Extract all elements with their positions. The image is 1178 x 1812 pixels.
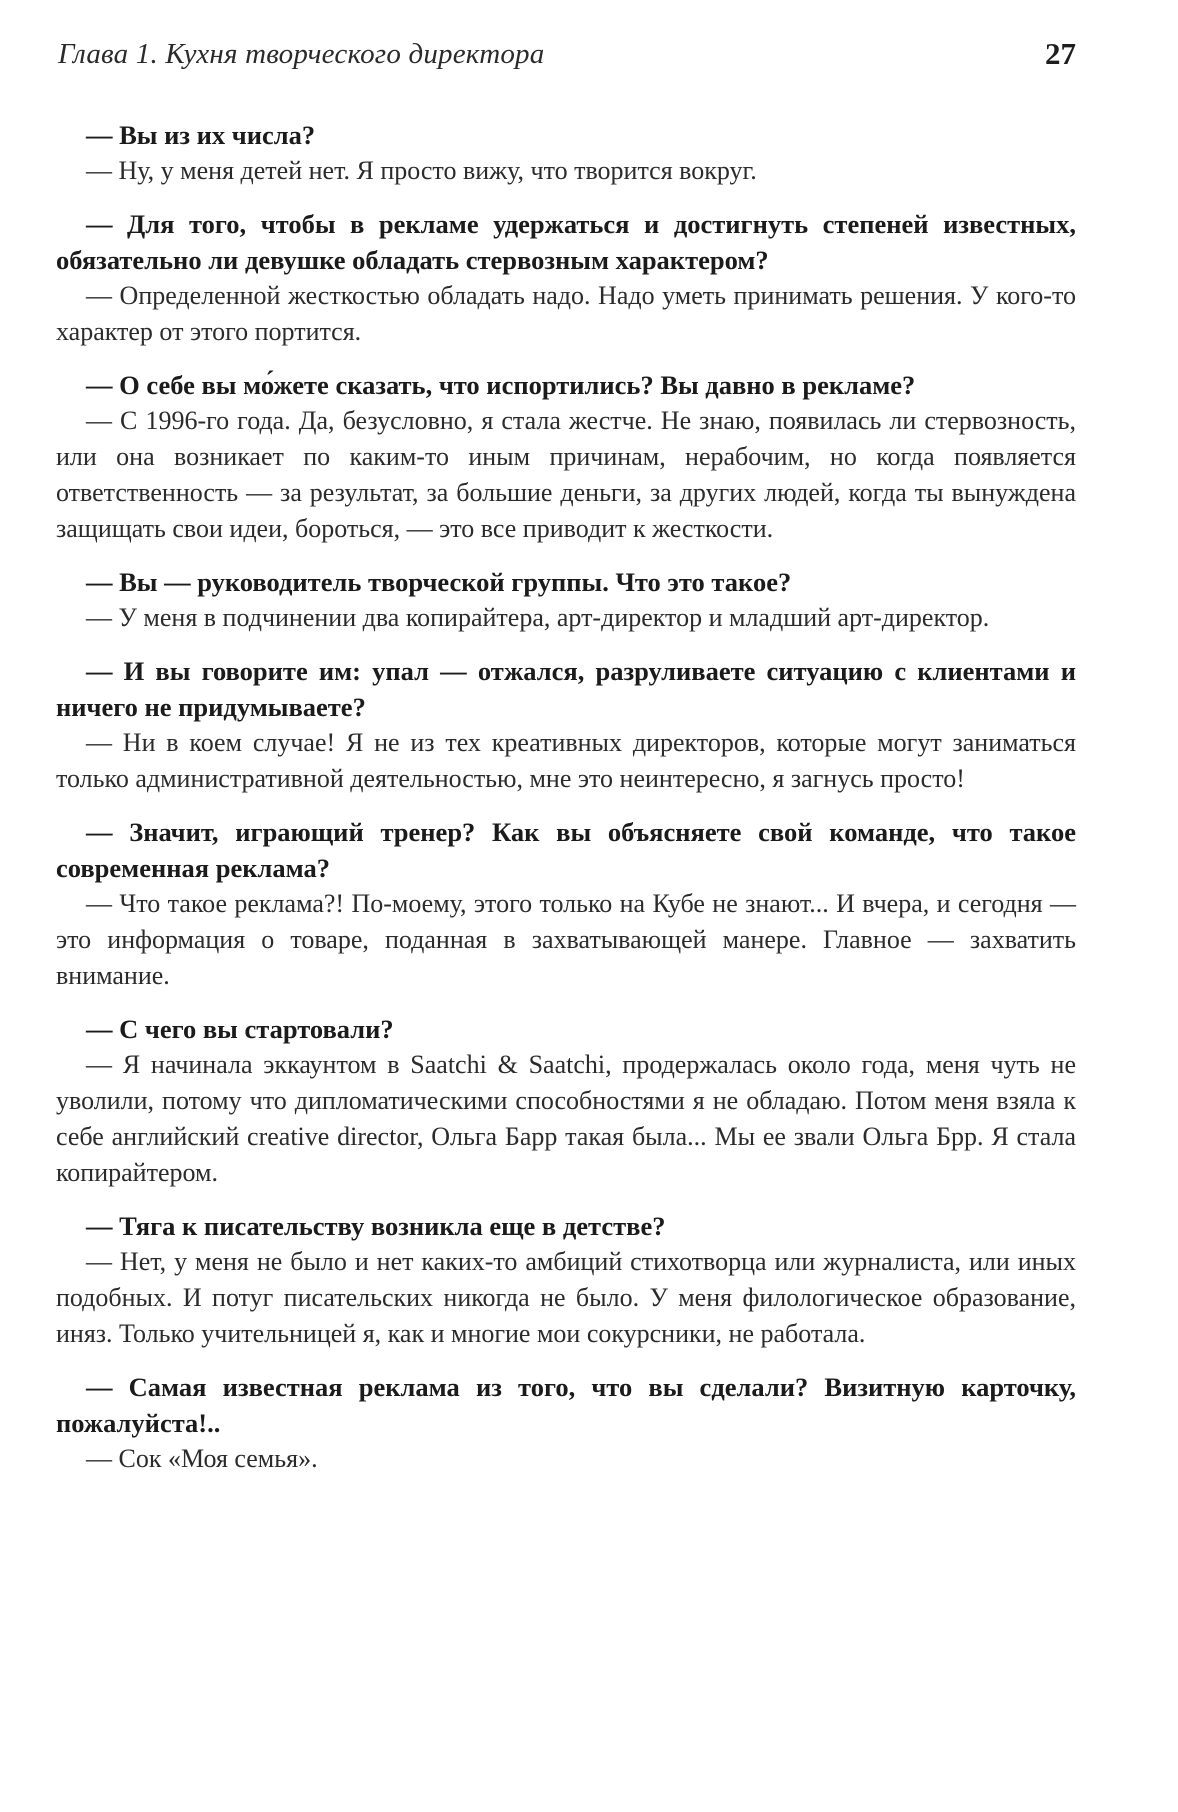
answer: — Ни в коем случае! Я не из тех креативных директоров, которые могут заниматься только административной деятельностью, мне это неинтересно, я загнусь просто! [56, 728, 1076, 793]
question: — С чего вы стартовали? [86, 1014, 394, 1044]
qa-block [56, 367, 1076, 547]
question: — Тяга к писательству возникла еще в детстве? [86, 1211, 666, 1241]
answer: — Я начинала эккаунтом в Saatchi & Saatchi, продержалась около года, меня чуть не уволили, потому что дипломатическими способностями я не обладаю. Потом меня взяла к себе английский creative director, Ольга Барр такая была... Мы ее звали Ольга Брр. Я стала копирайтером. [56, 1050, 1076, 1187]
answer: — Что такое реклама?! По-моему, этого только на Кубе не знают... И вчера, и сегодня — это информация о товаре, поданная в захватывающей манере. Главное — захватить внимание. [56, 889, 1076, 990]
question: — Вы из их числа? [86, 120, 316, 150]
qa-block [56, 206, 1076, 350]
question: — Значит, играющий тренер? Как вы объясняете свой команде, что такое современная реклама? [56, 817, 1076, 883]
qa-block [56, 1011, 1076, 1191]
qa-block [56, 1369, 1076, 1477]
answer: — Определенной жесткостью обладать надо. Надо уметь принимать решения. У кого-то характер от этого портится. [56, 281, 1076, 346]
qa-block [56, 1208, 1076, 1352]
answer: — Ну, у меня детей нет. Я просто вижу, что творится вокруг. [86, 156, 757, 185]
qa-block [56, 117, 1076, 189]
answer: — У меня в подчинении два копирайтера, арт-директор и младший арт-директор. [86, 603, 990, 632]
qa-block [56, 814, 1076, 994]
question: — О себе вы мо́жете сказать, что испортились? Вы давно в рекламе? [86, 370, 916, 400]
question: — И вы говорите им: упал — отжался, разруливаете ситуацию с клиентами и ничего не придумываете? [56, 656, 1076, 722]
page-number: 27 [1045, 36, 1076, 71]
answer: — Нет, у меня не было и нет каких-то амбиций стихотворца или журналиста, или иных подобных. И потуг писательских никогда не было. У меня филологическое образование, иняз. Только учительницей я, как и многие мои сокурсники, не работала. [56, 1247, 1076, 1348]
running-head: Глава 1. Кухня творческого директора [58, 38, 545, 70]
qa-block [56, 653, 1076, 797]
interview-text [56, 117, 1076, 1494]
question: — Самая известная реклама из того, что вы сделали? Визитную карточку, пожалуйста!.. [56, 1372, 1076, 1438]
answer: — Сок «Моя семья». [86, 1444, 318, 1473]
question: — Для того, чтобы в рекламе удержаться и достигнуть степеней известных, обязательно ли девушке обладать стервозным характером? [56, 209, 1076, 275]
question: — Вы — руководитель творческой группы. Что это такое? [86, 567, 792, 597]
answer: — С 1996-го года. Да, безусловно, я стала жестче. Не знаю, появилась ли стервозность, или она возникает по каким-то иным причинам, нерабочим, но когда появляется ответственность — за результат, за большие деньги, за других людей, когда ты вынуждена защищать свои идеи, бороться, — это все приводит к жесткости. [56, 406, 1076, 543]
qa-block [56, 564, 1076, 636]
